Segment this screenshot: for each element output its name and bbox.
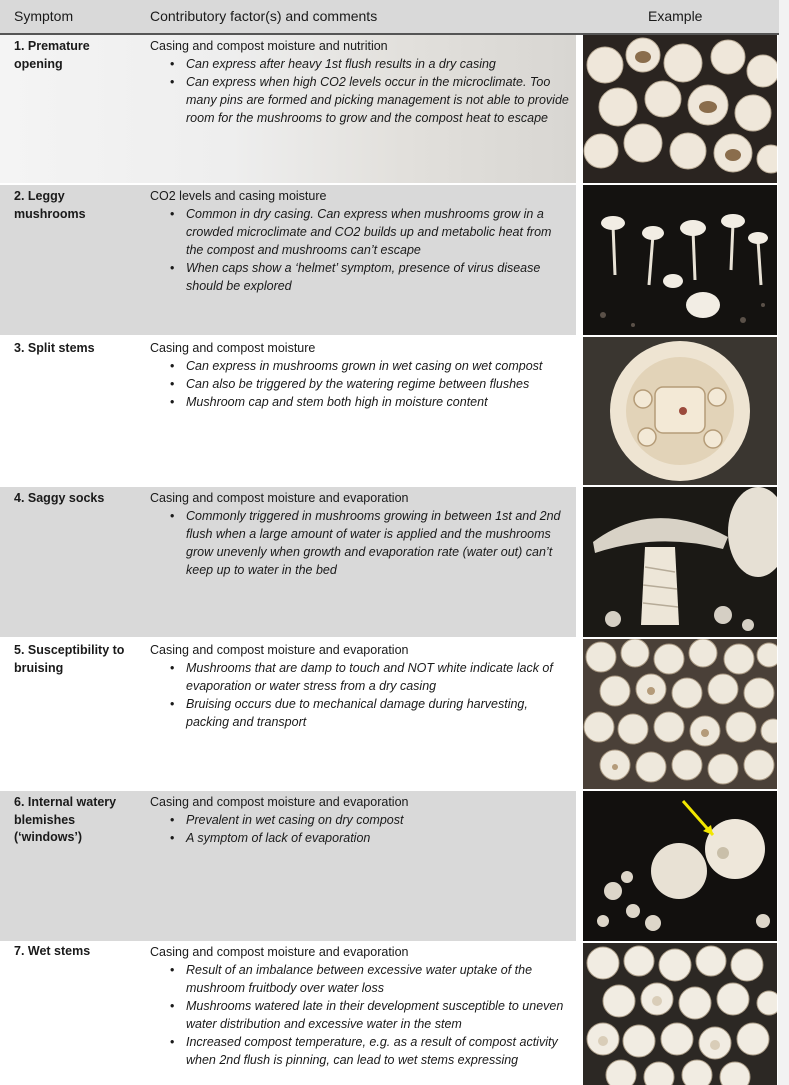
factor-heading: Casing and compost moisture and evaporation [150, 643, 409, 657]
comment-list [150, 357, 570, 411]
factor-cell [150, 943, 570, 1069]
comment-item: • Commonly triggered in mushrooms growing in between 1st and 2nd flush when a large amount of water is applied and the mushrooms grow unevenly when growth and evaporation rate (water out) can’t keep up to water in the bed [186, 507, 570, 579]
comment-item: • Increased compost temperature, e.g. as a result of compost activity when 2nd flush is pinning, can lead to wet stems expressing [186, 1033, 570, 1069]
factor-heading: Casing and compost moisture and evaporation [150, 491, 409, 505]
comment-list [150, 55, 570, 127]
symptom-cell: 4. Saggy socks [14, 491, 105, 505]
example-photo [583, 487, 777, 637]
watery-blemish-icon [583, 791, 777, 941]
header-example: Example [648, 8, 703, 24]
symptom-cell: 5. Susceptibility to bruising [14, 643, 125, 675]
factor-cell [150, 37, 570, 127]
table-row [0, 337, 789, 485]
leggy-mushrooms-icon [583, 185, 777, 335]
comment-item: • Mushroom cap and stem both high in moisture content [186, 393, 570, 411]
saggy-socks-icon [583, 487, 777, 637]
factor-heading: Casing and compost moisture and evaporation [150, 945, 409, 959]
example-photo [583, 639, 777, 789]
comment-item: • Can express in mushrooms grown in wet casing on wet compost [186, 357, 570, 375]
symptom-cell: 2. Leggy mushrooms [14, 189, 86, 221]
symptom-cell: 3. Split stems [14, 341, 95, 355]
comment-item: • Mushrooms watered late in their development susceptible to uneven water distribution and excessive water in the stem [186, 997, 570, 1033]
mushroom-cluster-icon [583, 35, 777, 183]
comment-item: • Can also be triggered by the watering regime between flushes [186, 375, 570, 393]
comment-list [150, 659, 570, 731]
header-factors: Contributory factor(s) and comments [150, 8, 378, 24]
example-photo [583, 943, 777, 1085]
table-row [0, 639, 789, 789]
comment-item: • Prevalent in wet casing on dry compost [186, 811, 570, 829]
symptom-cell: 7. Wet stems [14, 944, 91, 958]
factor-cell [150, 187, 570, 295]
table-row [0, 185, 789, 335]
table-row [0, 943, 789, 1085]
symptom-cell: 6. Internal watery blemishes (‘windows’) [14, 795, 117, 844]
symptom-cell: 1. Premature opening [14, 39, 90, 71]
factor-heading: Casing and compost moisture and nutrition [150, 39, 388, 53]
table-row [0, 35, 789, 183]
header-symptom: Symptom [14, 8, 74, 24]
bruised-mushrooms-icon [583, 639, 777, 789]
comment-item: • Mushrooms that are damp to touch and NOT white indicate lack of evaporation or water stress from a dry casing [186, 659, 570, 695]
wet-stems-icon [583, 943, 777, 1085]
table-header [0, 0, 779, 35]
factor-cell [150, 339, 570, 411]
example-photo [583, 337, 777, 485]
example-photo [583, 791, 777, 941]
comment-item: • A symptom of lack of evaporation [186, 829, 570, 847]
factor-cell [150, 489, 570, 579]
factor-cell [150, 793, 570, 847]
comment-item: • Bruising occurs due to mechanical damage during harvesting, packing and transport [186, 695, 570, 731]
table-row [0, 791, 789, 941]
split-stem-icon [583, 337, 777, 485]
comment-item: • Common in dry casing. Can express when mushrooms grow in a crowded microclimate and CO2 builds up and metabolic heat from the compost and mushrooms can’t escape [186, 205, 570, 259]
comment-item: • Can express when high CO2 levels occur in the microclimate. Too many pins are formed and picking management is not able to provide room for the mushrooms to grow and the compost heat to escape [186, 73, 570, 127]
table-row [0, 487, 789, 637]
comment-item: • Result of an imbalance between excessive water uptake of the mushroom fruitbody over water loss [186, 961, 570, 997]
comment-item: • When caps show a ‘helmet’ symptom, presence of virus disease should be explored [186, 259, 570, 295]
factor-cell [150, 641, 570, 731]
example-photo [583, 185, 777, 335]
factor-heading: CO2 levels and casing moisture [150, 189, 327, 203]
comment-list [150, 961, 570, 1069]
comment-list [150, 205, 570, 295]
comment-list [150, 507, 570, 579]
factor-heading: Casing and compost moisture and evaporation [150, 795, 409, 809]
comment-list [150, 811, 570, 847]
comment-item: • Can express after heavy 1st flush results in a dry casing [186, 55, 570, 73]
example-photo [583, 35, 777, 183]
factor-heading: Casing and compost moisture [150, 341, 316, 355]
